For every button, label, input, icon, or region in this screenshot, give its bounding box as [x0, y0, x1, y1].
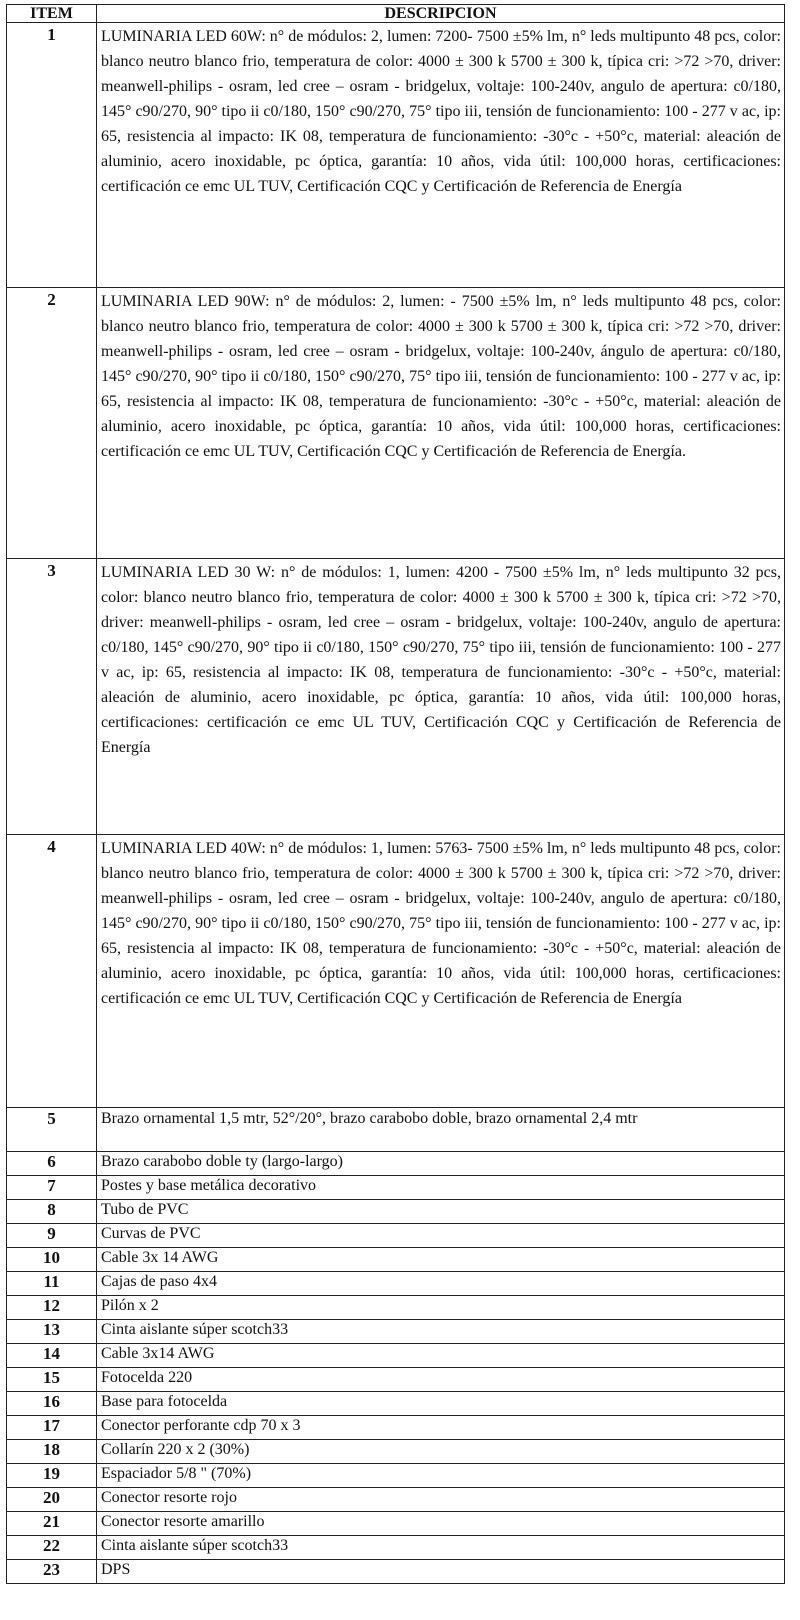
table-row: [7, 1224, 785, 1248]
item-description: Pilón x 2: [97, 1296, 785, 1320]
item-number: 17: [7, 1416, 97, 1440]
item-description: Cinta aislante súper scotch33: [97, 1320, 785, 1344]
table-row: [7, 288, 785, 559]
item-number: 9: [7, 1224, 97, 1248]
item-number: 2: [7, 288, 97, 559]
table-row: [7, 1464, 785, 1488]
table-row: [7, 1440, 785, 1464]
table-row: [7, 1344, 785, 1368]
item-description: Brazo carabobo doble ty (largo-largo): [97, 1152, 785, 1176]
item-description: Curvas de PVC: [97, 1224, 785, 1248]
item-number: 13: [7, 1320, 97, 1344]
item-description: Brazo ornamental 1,5 mtr, 52°/20°, brazo carabobo doble, brazo ornamental 2,4 mtr: [97, 1108, 785, 1152]
item-description: DPS: [97, 1560, 785, 1584]
item-description: Base para fotocelda: [97, 1392, 785, 1416]
table-row: [7, 1152, 785, 1176]
table-row: [7, 1368, 785, 1392]
item-description: LUMINARIA LED 90W: n° de módulos: 2, lumen: - 7500 ±5% lm, n° leds multipunto 48 pcs, color: blanco neutro blanco frio, temperatura de color: 4000 ± 300 k 5700 ± 300 k, típica cri: >72 >70, driver: meanwell-philips - osram, led cree – osram - bridgelux, voltaje: 100-240v, ángulo de apertura: c0/180, 145° c90/270, 90° tipo ii c0/180, 150° c90/270, 75° tipo iii, tensión de funcionamiento: 100 - 277 v ac, ip: 65, resistencia al impacto: IK 08, temperatura de funcionamiento: -30°c - +50°c, material: aleación de aluminio, acero inoxidable, pc óptica, garantía: 10 años, vida útil: 100,000 horas, certificaciones: certificación ce emc UL TUV, Certificación CQC y Certificación de Referencia de Energía.: [97, 288, 785, 559]
table-row: [7, 1272, 785, 1296]
item-number: 10: [7, 1248, 97, 1272]
item-description: Conector resorte rojo: [97, 1488, 785, 1512]
spec-document: [6, 4, 784, 1584]
table-row: [7, 1536, 785, 1560]
item-description: Cinta aislante súper scotch33: [97, 1536, 785, 1560]
item-description: Collarín 220 x 2 (30%): [97, 1440, 785, 1464]
item-description: LUMINARIA LED 60W: n° de módulos: 2, lumen: 7200- 7500 ±5% lm, n° leds multipunto 48 pcs, color: blanco neutro blanco frio, temperatura de color: 4000 ± 300 k 5700 ± 300 k, típica cri: >72 >70, driver: meanwell-philips - osram, led cree – osram - bridgelux, voltaje: 100-240v, angulo de apertura: c0/180, 145° c90/270, 90° tipo ii c0/180, 150° c90/270, 75° tipo iii, tensión de funcionamiento: 100 - 277 v ac, ip: 65, resistencia al impacto: IK 08, temperatura de funcionamiento: -30°c - +50°c, material: aleación de aluminio, acero inoxidable, pc óptica, garantía: 10 años, vida útil: 100,000 horas, certificaciones: certificación ce emc UL TUV, Certificación CQC y Certificación de Referencia de Energía: [97, 23, 785, 288]
item-number: 12: [7, 1296, 97, 1320]
item-number: 7: [7, 1176, 97, 1200]
description-column-header: DESCRIPCION: [97, 5, 785, 23]
item-column-header: ITEM: [7, 5, 97, 23]
item-number: 18: [7, 1440, 97, 1464]
item-description: Cajas de paso 4x4: [97, 1272, 785, 1296]
item-number: 5: [7, 1108, 97, 1152]
table-row: [7, 1200, 785, 1224]
item-description: Conector perforante cdp 70 x 3: [97, 1416, 785, 1440]
table-row: [7, 1488, 785, 1512]
item-number: 4: [7, 835, 97, 1108]
item-description: Cable 3x 14 AWG: [97, 1248, 785, 1272]
item-description: Espaciador 5/8 " (70%): [97, 1464, 785, 1488]
item-number: 21: [7, 1512, 97, 1536]
item-number: 3: [7, 559, 97, 835]
item-number: 1: [7, 23, 97, 288]
item-number: 6: [7, 1152, 97, 1176]
item-number: 22: [7, 1536, 97, 1560]
item-number: 8: [7, 1200, 97, 1224]
item-description: Fotocelda 220: [97, 1368, 785, 1392]
table-row: [7, 1392, 785, 1416]
item-description: Postes y base metálica decorativo: [97, 1176, 785, 1200]
item-number: 14: [7, 1344, 97, 1368]
item-description: LUMINARIA LED 40W: n° de módulos: 1, lumen: 5763- 7500 ±5% lm, n° leds multipunto 48 pcs, color: blanco neutro blanco frio, temperatura de color: 4000 ± 300 k 5700 ± 300 k, típica cri: >72 >70, driver: meanwell-philips - osram, led cree – osram - bridgelux, voltaje: 100-240v, angulo de apertura: c0/180, 145° c90/270, 90° tipo ii c0/180, 150° c90/270, 75° tipo iii, tensión de funcionamiento: 100 - 277 v ac, ip: 65, resistencia al impacto: IK 08, temperatura de funcionamiento: -30°c - +50°c, material: aleación de aluminio, acero inoxidable, pc óptica, garantía: 10 años, vida útil: 100,000 horas, certificaciones: certificación ce emc UL TUV, Certificación CQC y Certificación de Referencia de Energía: [97, 835, 785, 1108]
table-row: [7, 1512, 785, 1536]
items-table: [6, 4, 785, 1584]
table-row: [7, 835, 785, 1108]
item-number: 11: [7, 1272, 97, 1296]
table-row: [7, 1560, 785, 1584]
header-row: [7, 5, 785, 23]
item-description: Cable 3x14 AWG: [97, 1344, 785, 1368]
table-row: [7, 1416, 785, 1440]
item-number: 23: [7, 1560, 97, 1584]
table-row: [7, 1248, 785, 1272]
item-description: Tubo de PVC: [97, 1200, 785, 1224]
item-number: 20: [7, 1488, 97, 1512]
item-number: 19: [7, 1464, 97, 1488]
table-row: [7, 559, 785, 835]
item-number: 16: [7, 1392, 97, 1416]
item-number: 15: [7, 1368, 97, 1392]
item-description: Conector resorte amarillo: [97, 1512, 785, 1536]
table-row: [7, 1176, 785, 1200]
table-row: [7, 1320, 785, 1344]
table-row: [7, 1296, 785, 1320]
table-row: [7, 1108, 785, 1152]
item-description: LUMINARIA LED 30 W: n° de módulos: 1, lumen: 4200 - 7500 ±5% lm, n° leds multipunto 32 pcs, color: blanco neutro blanco frio, temperatura de color: 4000 ± 300 k 5700 ± 300 k, típica cri: >72 >70, driver: meanwell-philips - osram, led cree – osram - bridgelux, voltaje: 100-240v, angulo de apertura: c0/180, 145° c90/270, 90° tipo ii c0/180, 150° c90/270, 75° tipo iii, tensión de funcionamiento: 100 - 277 v ac, ip: 65, resistencia al impacto: IK 08, temperatura de funcionamiento: -30°c - +50°c, material: aleación de aluminio, acero inoxidable, pc óptica, garantía: 10 años, vida útil: 100,000 horas, certificaciones: certificación ce emc UL TUV, Certificación CQC y Certificación de Referencia de Energía: [97, 559, 785, 835]
table-row: [7, 23, 785, 288]
